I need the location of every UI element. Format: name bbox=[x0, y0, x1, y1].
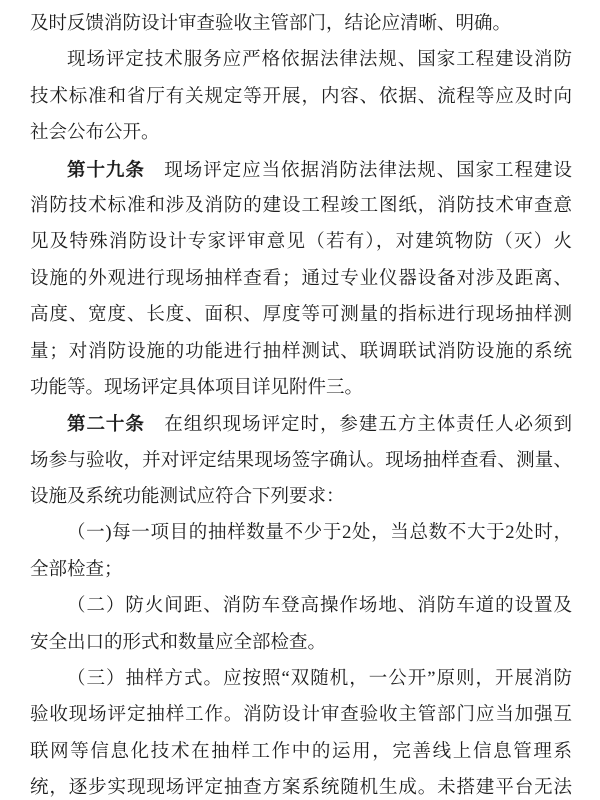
line-text: （一)每一项目的抽样数量不少于2处，当总数不大于2处时， bbox=[67, 523, 572, 544]
text-line bbox=[30, 6, 572, 42]
line-text: （二）防火间距、消防车登高操作场地、消防车道的设置及 bbox=[67, 596, 572, 617]
article-number: 第十九条 bbox=[67, 158, 145, 180]
text-line bbox=[30, 297, 572, 333]
text-line bbox=[30, 224, 572, 260]
line-text: 联网等信息化技术在抽样工作中的运用，完善线上信息管理系 bbox=[30, 741, 572, 762]
text-line bbox=[30, 552, 572, 588]
text-line bbox=[30, 734, 572, 770]
line-text: 社会公布公开。 bbox=[30, 123, 160, 144]
line-text: 全部检查； bbox=[30, 559, 123, 580]
article-number: 第二十条 bbox=[67, 413, 145, 435]
text-line bbox=[30, 79, 572, 115]
line-text: 技术标准和省厅有关规定等开展，内容、依据、流程等应及时向 bbox=[30, 86, 572, 107]
line-text: 设施及系统功能测试应符合下列要求： bbox=[30, 487, 345, 508]
text-line bbox=[30, 261, 572, 297]
text-line bbox=[30, 334, 572, 370]
document-body bbox=[30, 6, 572, 800]
line-text: 场参与验收，并对评定结果现场签字确认。现场抽样查看、测量、 bbox=[30, 450, 572, 471]
text-line bbox=[30, 152, 572, 188]
line-text: 在组织现场评定时，参建五方主体责任人必须到 bbox=[144, 415, 572, 436]
text-line bbox=[30, 588, 572, 624]
line-text: 及时反馈消防设计审查验收主管部门，结论应清晰、明确。 bbox=[30, 14, 512, 34]
text-line bbox=[30, 697, 572, 733]
line-text: 功能等。现场评定具体项目详见附件三。 bbox=[30, 377, 364, 398]
text-line bbox=[30, 115, 572, 151]
line-text: 高度、宽度、长度、面积、厚度等可测量的指标进行现场抽样测 bbox=[30, 305, 572, 326]
line-text: 安全出口的形式和数量应全部检查。 bbox=[30, 632, 327, 653]
text-line bbox=[30, 661, 572, 697]
text-line bbox=[30, 625, 572, 661]
line-text: 统，逐步实现现场评定抽查方案系统随机生成。未搭建平台无法 bbox=[30, 778, 572, 799]
text-line bbox=[30, 42, 572, 78]
line-text: 设施的外观进行现场抽样查看；通过专业仪器设备对涉及距离、 bbox=[30, 268, 572, 289]
text-line bbox=[30, 406, 572, 442]
line-text: 量；对消防设施的功能进行抽样测试、联调联试消防设施的系统 bbox=[30, 341, 572, 362]
line-text: （三）抽样方式。应按照“双随机，一公开”原则，开展消防 bbox=[67, 669, 572, 690]
line-text: 见及特殊消防设计专家评审意见（若有），对建筑物防（灭）火 bbox=[30, 232, 572, 253]
line-text: 验收现场评定抽样工作。消防设计审查验收主管部门应当加强互 bbox=[30, 705, 572, 726]
text-line bbox=[30, 188, 572, 224]
line-text: 消防技术标准和涉及消防的建设工程竣工图纸，消防技术审查意 bbox=[30, 195, 572, 216]
text-line bbox=[30, 443, 572, 479]
line-text: 现场评定应当依据消防法律法规、国家工程建设 bbox=[144, 160, 572, 181]
text-line bbox=[30, 515, 572, 551]
line-text: 现场评定技术服务应严格依据法律法规、国家工程建设消防 bbox=[67, 50, 572, 71]
text-line bbox=[30, 770, 572, 800]
text-line bbox=[30, 370, 572, 406]
text-line bbox=[30, 479, 572, 515]
